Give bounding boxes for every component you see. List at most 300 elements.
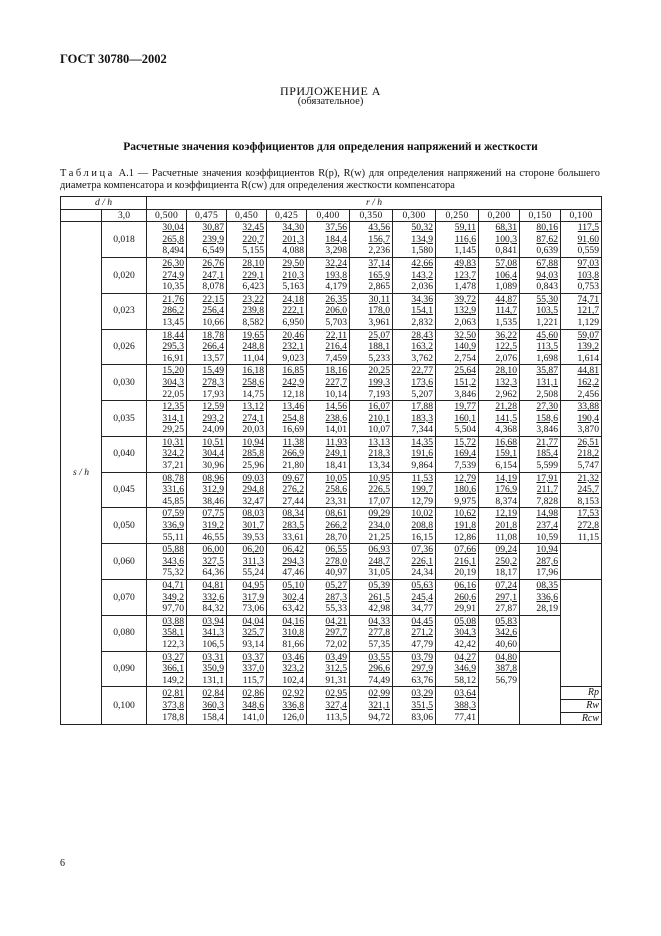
value-cell: 31,05 [350,567,393,579]
value-cell: 0,559 [561,245,602,257]
section-heading: Расчетные значения коэффициентов для определения напряжений и жесткости [123,141,538,153]
column-header: 0,350 [350,209,393,222]
value-cell: 140,9 [436,341,479,353]
value-cell: 8,582 [227,317,267,329]
value-cell: 37,56 [307,222,350,234]
value-cell: 17,88 [393,401,436,413]
value-cell: 0,753 [561,281,602,293]
group-label: 0,035 [102,401,147,437]
value-cell: 256,4 [187,305,227,317]
value-cell: 14,98 [520,508,561,520]
value-cell: 04,16 [267,615,307,627]
value-cell: 13,13 [350,436,393,448]
value-cell: 34,30 [267,222,307,234]
value-cell: 11,08 [479,532,520,544]
value-cell: 287,6 [520,556,561,568]
value-cell: 117,5 [561,222,602,234]
value-cell: 5,155 [227,245,267,257]
value-cell: 165,9 [350,270,393,282]
value-cell: 10,51 [187,436,227,448]
value-cell: 55,33 [307,603,350,615]
value-cell: 158,6 [520,413,561,425]
value-cell: 360,3 [187,699,227,712]
value-cell: 14,35 [393,436,436,448]
value-cell: 26,76 [187,257,227,269]
value-cell: 11,38 [267,436,307,448]
value-cell: 03,37 [227,651,267,663]
value-cell: 10,66 [187,317,227,329]
value-cell: 03,55 [350,651,393,663]
value-cell: 199,3 [350,377,393,389]
value-cell: 260,6 [436,592,479,604]
legend-cell [561,712,602,725]
value-cell: 42,98 [350,603,393,615]
value-cell: 5,747 [561,460,602,472]
value-cell: 0,843 [520,281,561,293]
value-cell: 106,4 [479,270,520,282]
value-cell: 38,46 [187,496,227,508]
value-cell: 07,59 [147,508,187,520]
value-cell: 9,975 [436,496,479,508]
value-cell: 02,84 [187,687,227,700]
empty-cell [561,627,602,639]
value-cell: 158,4 [187,712,227,725]
value-cell: 10,94 [520,544,561,556]
value-cell: 23,31 [307,496,350,508]
value-cell: 312,9 [187,484,227,496]
value-cell: 258,6 [227,377,267,389]
value-cell: 06,20 [227,544,267,556]
value-cell: 40,60 [479,639,520,651]
value-cell: 03,79 [393,651,436,663]
value-cell: 178,8 [147,712,187,725]
value-cell: 14,56 [307,401,350,413]
value-cell: 103,5 [520,305,561,317]
value-cell: 2,508 [520,389,561,401]
value-cell: 44,87 [479,293,520,305]
value-cell: 190,4 [561,413,602,425]
value-cell: 14,19 [479,472,520,484]
value-cell: 229,1 [227,270,267,282]
empty-cell [520,675,561,687]
value-cell: 277,8 [350,627,393,639]
legend-cell [561,699,602,712]
value-cell: 226,5 [350,484,393,496]
value-cell: 12,18 [267,389,307,401]
value-cell: 17,96 [520,567,561,579]
value-cell: 6,154 [479,460,520,472]
value-cell: 11,15 [561,532,602,544]
value-cell: 113,5 [307,712,350,725]
empty-cell [561,544,602,556]
value-cell: 91,31 [307,675,350,687]
column-header: 0,500 [147,209,187,222]
value-cell: 22,77 [393,365,436,377]
empty-cell [520,627,561,639]
value-cell: 68,31 [479,222,520,234]
value-cell: 276,2 [267,484,307,496]
value-cell: 5,207 [393,389,436,401]
empty-cell [479,687,520,700]
value-cell: 323,2 [267,663,307,675]
value-cell: 6,950 [267,317,307,329]
empty-cell [561,639,602,651]
value-cell: 03,27 [147,651,187,663]
value-cell: 21,25 [350,532,393,544]
value-cell: 29,91 [436,603,479,615]
value-cell: 250,2 [479,556,520,568]
value-cell: 2,076 [479,353,520,365]
value-cell: 159,1 [479,448,520,460]
value-cell: 02,95 [307,687,350,700]
value-cell: 22,15 [187,293,227,305]
value-cell: 11,93 [307,436,350,448]
empty-cell [561,580,602,592]
value-cell: 35,87 [520,365,561,377]
value-cell: 39,72 [436,293,479,305]
value-cell: 04,80 [479,651,520,663]
value-cell: 220,7 [227,234,267,246]
value-cell: 36,22 [479,329,520,341]
value-cell: 27,44 [267,496,307,508]
value-cell: 1,145 [436,245,479,257]
value-cell: 4,179 [307,281,350,293]
value-cell: 2,865 [350,281,393,293]
group-label: 0,050 [102,508,147,544]
value-cell: 27,87 [479,603,520,615]
value-cell: 03,29 [393,687,436,700]
value-cell: 358,1 [147,627,187,639]
value-cell: 10,14 [307,389,350,401]
value-cell: 366,1 [147,663,187,675]
value-cell: 178,0 [350,305,393,317]
value-cell: 239,8 [227,305,267,317]
value-cell: 1,698 [520,353,561,365]
value-cell: 09,03 [227,472,267,484]
value-cell: 317,9 [227,592,267,604]
value-cell: 327,5 [187,556,227,568]
value-cell: 03,46 [267,651,307,663]
value-cell: 03,31 [187,651,227,663]
value-cell: 16,15 [393,532,436,544]
empty-cell [520,712,561,725]
value-cell: 6,549 [187,245,227,257]
value-cell: 121,7 [561,305,602,317]
value-cell: 4,368 [479,424,520,436]
value-cell: 12,19 [479,508,520,520]
value-cell: 43,56 [350,222,393,234]
value-cell: 13,34 [350,460,393,472]
coefficients-table [60,196,602,725]
value-cell: 2,962 [479,389,520,401]
table-caption-text: А.1 — Расчетные значения коэффициентов R(p), R(w) для определения напряжений на стороне большего диаметра компенсатора и коэффициента R(cw) для определения жесткости компенсатора [60,168,600,191]
appendix-note: (обязательное) [297,96,364,107]
empty-cell [561,675,602,687]
value-cell: 103,8 [561,270,602,282]
value-cell: 226,1 [393,556,436,568]
value-cell: 10,35 [147,281,187,293]
empty-cell [479,712,520,725]
value-cell: 05,83 [479,615,520,627]
table-row [61,544,602,556]
value-cell: 131,1 [520,377,561,389]
value-cell: 346,9 [436,663,479,675]
value-cell: 199,7 [393,484,436,496]
value-cell: 1,089 [479,281,520,293]
value-cell: 311,3 [227,556,267,568]
group-label: 0,060 [102,544,147,580]
column-header: 0,100 [561,209,602,222]
empty-cell [520,651,561,663]
value-cell: 248,7 [350,556,393,568]
value-cell: 40,97 [307,567,350,579]
corner-header: d / h [61,197,147,210]
rh-header: r / h [147,197,602,210]
value-cell: 116,6 [436,234,479,246]
empty-cell [561,592,602,604]
value-cell: 25,96 [227,460,267,472]
value-cell: 132,9 [436,305,479,317]
value-cell: 19,65 [227,329,267,341]
value-cell: 22,11 [307,329,350,341]
value-cell: 2,063 [436,317,479,329]
value-cell: 32,50 [436,329,479,341]
value-cell: 07,66 [436,544,479,556]
value-cell: 29,50 [267,257,307,269]
value-cell: 87,62 [520,234,561,246]
table-row [61,436,602,448]
group-label: 0,026 [102,329,147,365]
value-cell: 191,6 [393,448,436,460]
value-cell: 266,2 [307,520,350,532]
value-cell: 08,78 [147,472,187,484]
value-cell: 05,63 [393,580,436,592]
value-cell: 05,10 [267,580,307,592]
value-cell: 336,8 [267,699,307,712]
value-cell: 5,163 [267,281,307,293]
value-cell: 55,24 [227,567,267,579]
value-cell: 16,68 [479,436,520,448]
group-label: 0,045 [102,472,147,508]
value-cell: 248,8 [227,341,267,353]
empty-cell [561,556,602,568]
value-cell: 163,2 [393,341,436,353]
group-label: 0,018 [102,222,147,258]
value-cell: 10,59 [520,532,561,544]
value-cell: 131,1 [187,675,227,687]
value-cell: 301,7 [227,520,267,532]
column-header: 0,150 [520,209,561,222]
value-cell: 261,5 [350,592,393,604]
value-cell: 59,07 [561,329,602,341]
value-cell: 249,1 [307,448,350,460]
value-cell: 283,5 [267,520,307,532]
value-cell: 34,77 [393,603,436,615]
value-cell: 258,6 [307,484,350,496]
value-cell: 106,5 [187,639,227,651]
value-cell: 211,7 [520,484,561,496]
value-cell: 12,35 [147,401,187,413]
value-cell: 08,03 [227,508,267,520]
value-cell: 201,3 [267,234,307,246]
value-cell: 210,1 [350,413,393,425]
value-cell: 42,66 [393,257,436,269]
value-cell: 1,535 [479,317,520,329]
value-cell: 22,05 [147,389,187,401]
value-cell: 04,95 [227,580,267,592]
value-cell: 314,1 [147,413,187,425]
value-cell: 5,703 [307,317,350,329]
value-cell: 294,3 [267,556,307,568]
value-cell: 115,7 [227,675,267,687]
value-cell: 58,12 [436,675,479,687]
value-cell: 03,49 [307,651,350,663]
value-cell: 59,11 [436,222,479,234]
value-cell: 05,27 [307,580,350,592]
value-cell: 33,61 [267,532,307,544]
value-cell: 25,07 [350,329,393,341]
value-cell: 23,22 [227,293,267,305]
appendix-title: ПРИЛОЖЕНИЕ А [280,84,381,98]
value-cell: 04,04 [227,615,267,627]
value-cell: 24,18 [267,293,307,305]
value-cell: 32,47 [227,496,267,508]
value-cell: 34,36 [393,293,436,305]
value-cell: 102,4 [267,675,307,687]
value-cell: 03,88 [147,615,187,627]
value-cell: 122,3 [147,639,187,651]
value-cell: 3,870 [561,424,602,436]
value-cell: 32,45 [227,222,267,234]
value-cell: 16,69 [267,424,307,436]
value-cell: 222,1 [267,305,307,317]
column-header: 0,300 [393,209,436,222]
value-cell: 04,33 [350,615,393,627]
value-cell: 49,83 [436,257,479,269]
value-cell: 245,4 [393,592,436,604]
value-cell: 18,41 [307,460,350,472]
column-header: 0,450 [227,209,267,222]
value-cell: 63,76 [393,675,436,687]
empty-cell [520,687,561,700]
value-cell: 17,91 [520,472,561,484]
value-cell: 247,1 [187,270,227,282]
empty-cell [561,603,602,615]
value-cell: 265,8 [147,234,187,246]
legend-cell [561,687,602,700]
table-row [61,580,602,592]
value-cell: 245,7 [561,484,602,496]
value-cell: 266,4 [187,341,227,353]
value-cell: 67,88 [520,257,561,269]
value-cell: 21,80 [267,460,307,472]
value-cell: 232,1 [267,341,307,353]
value-cell: 304,4 [187,448,227,460]
table-row [61,365,602,377]
value-cell: 237,4 [520,520,561,532]
value-cell: 337,0 [227,663,267,675]
value-cell: 08,61 [307,508,350,520]
value-cell: 216,1 [436,556,479,568]
value-cell: 26,35 [307,293,350,305]
value-cell: 294,8 [227,484,267,496]
value-cell: 07,36 [393,544,436,556]
legend-symbol: Rcw [581,712,600,724]
value-cell: 83,06 [393,712,436,725]
value-cell: 11,53 [393,472,436,484]
value-cell: 10,07 [350,424,393,436]
value-cell: 57,35 [350,639,393,651]
value-cell: 24,34 [393,567,436,579]
value-cell: 12,79 [436,472,479,484]
value-cell: 15,20 [147,365,187,377]
value-cell: 2,036 [393,281,436,293]
value-cell: 50,32 [393,222,436,234]
value-cell: 218,2 [561,448,602,460]
value-cell: 56,79 [479,675,520,687]
value-cell: 07,24 [479,580,520,592]
value-cell: 239,9 [187,234,227,246]
value-cell: 3,762 [393,353,436,365]
value-cell: 32,24 [307,257,350,269]
table-caption [60,168,600,191]
value-cell: 15,72 [436,436,479,448]
value-cell: 28,10 [227,257,267,269]
empty-cell [520,663,561,675]
value-cell: 1,221 [520,317,561,329]
value-cell: 183,3 [393,413,436,425]
value-cell: 9,023 [267,353,307,365]
table-row [61,508,602,520]
value-cell: 5,233 [350,353,393,365]
value-cell: 37,21 [147,460,187,472]
value-cell: 113,5 [520,341,561,353]
table-row [61,615,602,627]
value-cell: 297,7 [307,627,350,639]
empty-cell [561,663,602,675]
value-cell: 06,00 [187,544,227,556]
value-cell: 3,846 [436,389,479,401]
value-cell: 134,9 [393,234,436,246]
value-cell: 122,5 [479,341,520,353]
sh-label: s / h [61,222,102,725]
value-cell: 5,504 [436,424,479,436]
value-cell: 387,8 [479,663,520,675]
value-cell: 18,44 [147,329,187,341]
value-cell: 17,53 [561,508,602,520]
value-cell: 160,1 [436,413,479,425]
value-cell: 274,9 [147,270,187,282]
value-cell: 342,6 [479,627,520,639]
table-caption-label: Таблица [60,168,115,179]
value-cell: 30,87 [187,222,227,234]
value-cell: 10,62 [436,508,479,520]
value-cell: 8,374 [479,496,520,508]
value-cell: 84,32 [187,603,227,615]
group-label: 0,030 [102,365,147,401]
value-cell: 319,2 [187,520,227,532]
value-cell: 02,99 [350,687,393,700]
standard-code: ГОСТ 30780—2002 [60,52,167,66]
value-cell: 04,81 [187,580,227,592]
empty-cell [561,615,602,627]
value-cell: 47,46 [267,567,307,579]
value-cell: 154,1 [393,305,436,317]
table-row [61,651,602,663]
value-cell: 16,91 [147,353,187,365]
value-cell: 1,478 [436,281,479,293]
value-cell: 310,8 [267,627,307,639]
